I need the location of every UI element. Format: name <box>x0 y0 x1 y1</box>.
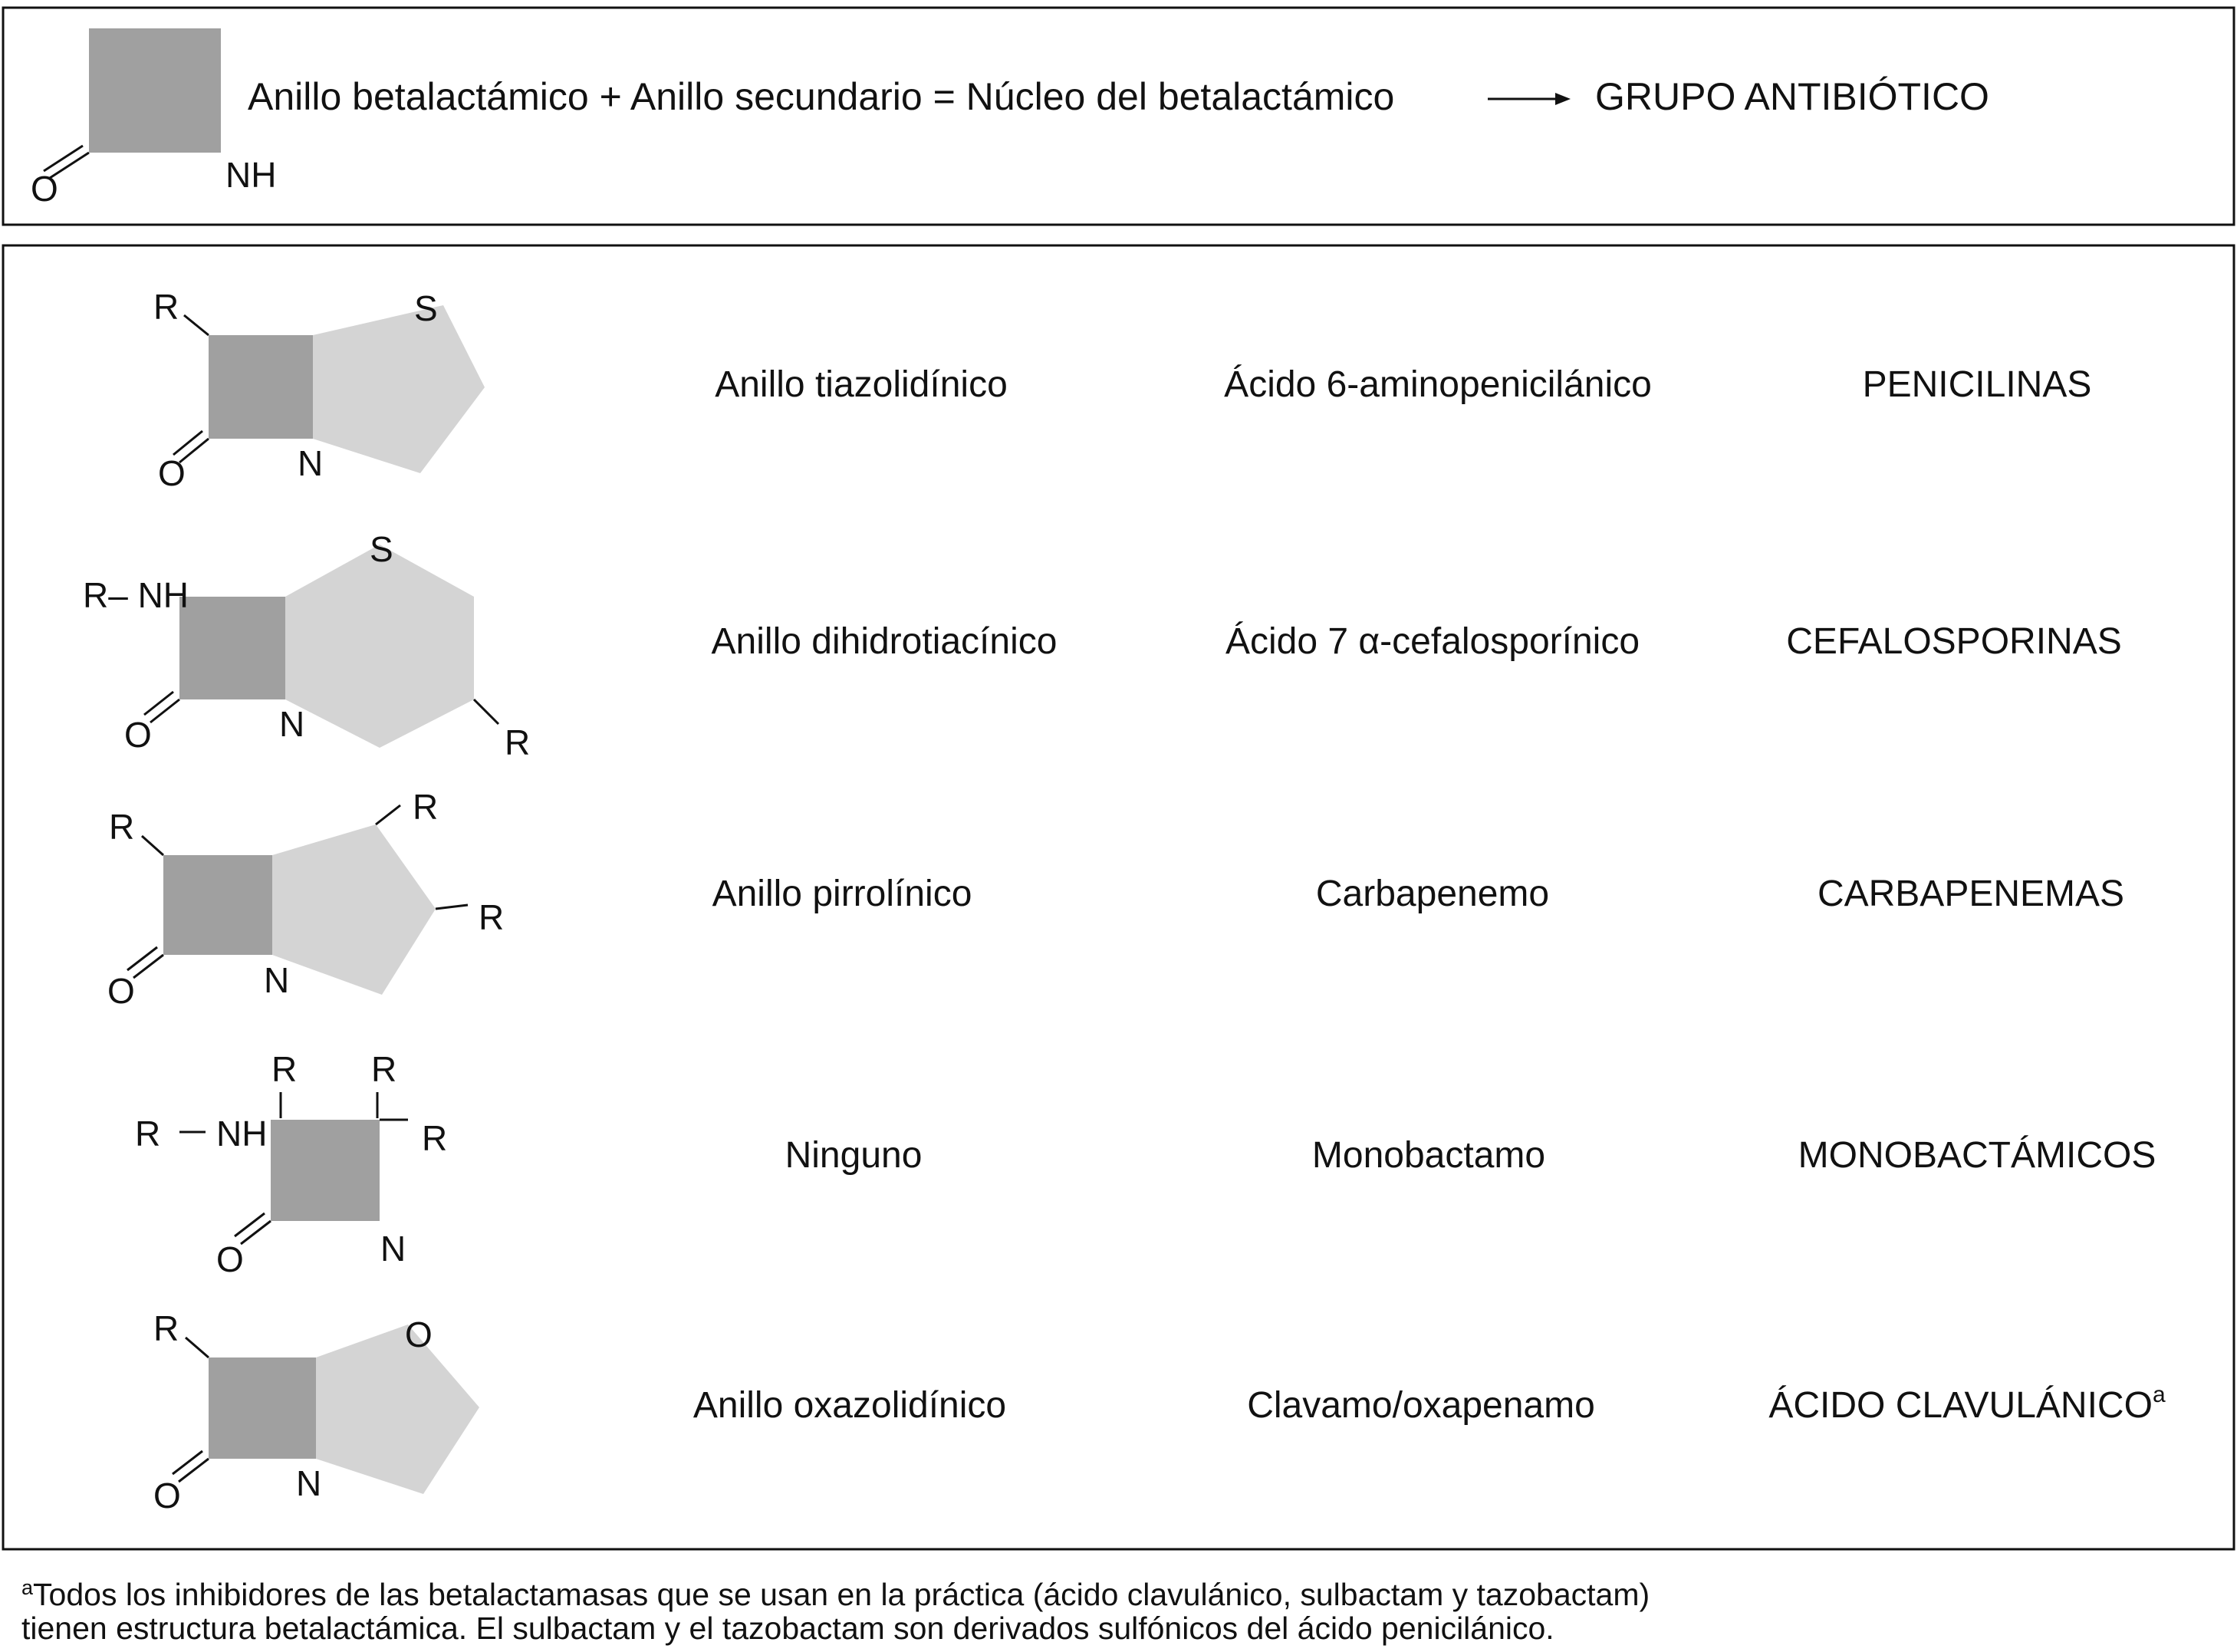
structure-monobactamicos <box>135 1049 447 1279</box>
atom-r1: R <box>109 807 135 847</box>
beta-lactam-ring <box>209 335 313 439</box>
arrow-icon <box>1488 93 1571 105</box>
atom-nh: NH <box>216 1114 268 1153</box>
atom-r3: R <box>479 897 505 937</box>
thiazolidine-ring <box>313 305 485 473</box>
footnote-superscript: a <box>2152 1382 2166 1407</box>
atom-r: R <box>153 1308 179 1348</box>
row-3-nucleus: Carbapenemo <box>1315 874 1550 914</box>
footnote-line-1 <box>21 1571 2215 1611</box>
atom-r-left: R <box>135 1114 161 1153</box>
atom-s: S <box>414 288 438 328</box>
atom-o-ring: O <box>405 1315 433 1354</box>
row-5-ring: Anillo oxazolidínico <box>692 1385 1007 1426</box>
atom-r2: R <box>413 787 439 827</box>
atom-r: R <box>153 287 179 327</box>
row-1-nucleus: Ácido 6-aminopenicilánico <box>1224 364 1652 405</box>
row-2-ring: Anillo dihidrotiacínico <box>711 621 1058 662</box>
atom-n: N <box>279 704 305 744</box>
dihydrothiazine-ring <box>285 545 474 748</box>
header-structure <box>31 28 276 209</box>
row-4-group: MONOBACTÁMICOS <box>1798 1135 2156 1176</box>
structure-penicilinas <box>153 287 485 493</box>
header-amine-label: NH <box>225 155 277 195</box>
footnote-marker: a <box>21 1576 34 1599</box>
row-5-nucleus: Clavamo/oxapenamo <box>1247 1385 1595 1426</box>
atom-o: O <box>124 715 152 755</box>
row-4-nucleus: Monobactamo <box>1311 1135 1546 1176</box>
row-5-group: ÁCIDO CLAVULÁNICO$^a$ <box>1768 1382 2166 1426</box>
footnote <box>21 1571 2215 1645</box>
header-formula: Anillo betalactámico + Anillo secundario = Núcleo del betalactámico <box>248 75 1395 118</box>
beta-lactam-ring <box>209 1357 316 1459</box>
atom-r2: R <box>371 1049 397 1089</box>
atom-n: N <box>296 1463 322 1503</box>
header-oxygen-label: O <box>31 169 58 209</box>
row-3-ring: Anillo pirrolínico <box>712 874 972 914</box>
row-1-group: PENICILINAS <box>1862 364 2092 405</box>
atom-o: O <box>107 971 135 1011</box>
pyrroline-ring <box>272 824 436 995</box>
atom-n: N <box>380 1229 406 1269</box>
header-carbonyl-bond-2 <box>44 146 83 171</box>
row-1-ring: Anillo tiazolidínico <box>715 364 1008 405</box>
row-3-group: CARBAPENEMAS <box>1817 874 2125 914</box>
header-result: GRUPO ANTIBIÓTICO <box>1595 75 1989 118</box>
atom-s: S <box>370 529 393 569</box>
row-2-group: CEFALOSPORINAS <box>1786 621 2122 662</box>
atom-r1: R <box>271 1049 298 1089</box>
atom-n: N <box>264 960 290 1000</box>
atom-n: N <box>298 443 324 483</box>
beta-lactam-ring <box>163 855 272 955</box>
structure-acido-clavulanico <box>153 1308 479 1515</box>
beta-lactam-ring <box>271 1120 380 1221</box>
atom-o: O <box>216 1239 244 1279</box>
atom-r3: R <box>422 1118 448 1158</box>
header-beta-ring <box>89 28 221 153</box>
row-2-nucleus: Ácido 7 α-cefalosporínico <box>1225 621 1640 662</box>
oxazolidine-ring <box>316 1325 479 1494</box>
structure-carbapenemas <box>107 787 504 1011</box>
row-4-ring: Ninguno <box>785 1135 923 1176</box>
atom-o: O <box>158 453 186 493</box>
structure-cefalosporinas <box>83 529 530 762</box>
atom-r-nh: R– NH <box>83 575 189 615</box>
beta-lactam-ring <box>179 597 285 699</box>
atom-o: O <box>153 1476 181 1515</box>
footnote-line-2: tienen estructura betalactámica. El sulbactam y el tazobactam son derivados sulfónicos del ácido penicilánico. <box>21 1611 1554 1646</box>
atom-r: R <box>505 722 531 762</box>
footnote-text-1: Todos los inhibidores de las betalactamasas que se usan en la práctica (ácido clavulánico, sulbactam y tazobactam) <box>33 1577 1650 1612</box>
